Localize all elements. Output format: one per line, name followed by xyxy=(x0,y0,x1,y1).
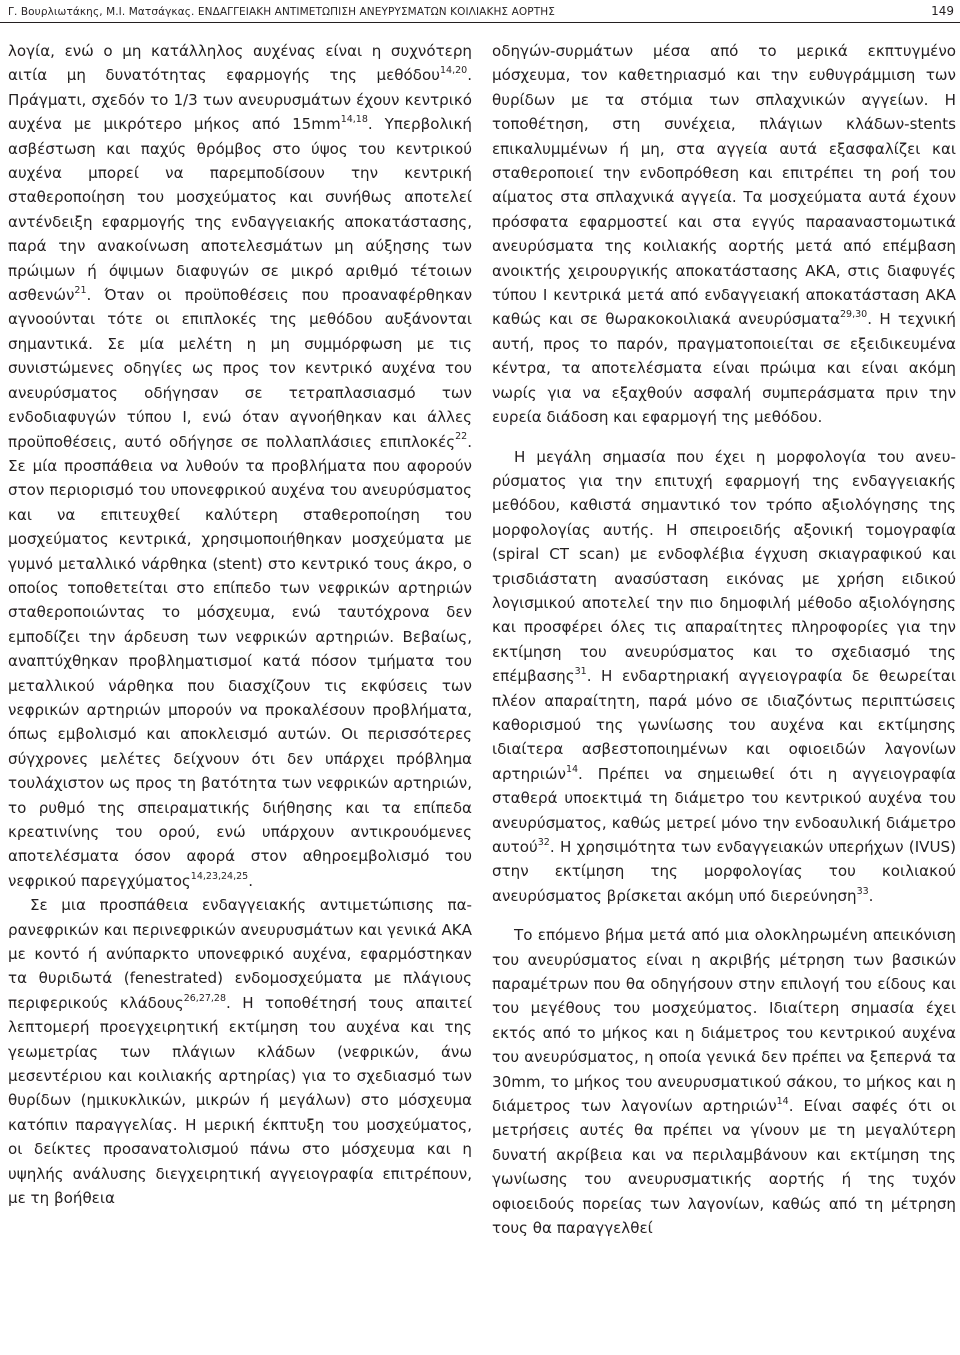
text-run: Η μεγάλη σημασία που έχει η μορφολογία του ανευρύσματος για την επιτυχή εφαρμογή της ενδαγγειακής μεθόδου, καθιστά σημαντικό τον τρόπο αξιολόγησης της μορφολογίας αυτής. Η σπειροειδής αξονική τομογραφία (spiral CT scan) με ενδοφλέβια έγχυση σκιαγραφικού και τρισδιάστατη ανασύσταση εικόνας με χρήση ειδικού λογισμικού αποτελεί την πιο δημοφιλή μέθοδο αξιολόγησης και προσφέρει όλες τις απαραίτητες πληροφορίες για την εκτίμηση του ανευρύσματος και το σχεδιασμό της επέμβασης xyxy=(492,447,956,686)
page-number: 149 xyxy=(931,4,954,18)
text-run: . Η τεχνική αυτή, προς το παρόν, πραγματοποιείται σε εξειδικευμένα κέντρα, τα αποτελέσματα είναι πρώιμα και είναι ακόμη νωρίς για να εξαχθούν ασφαλή συμπεράσματα πριν την ευρεία διάδοση και εφαρμογή της μεθόδου. xyxy=(492,310,956,427)
text-run: . Πρέπει να σημειωθεί ότι η αγγειογραφία σταθερά υποεκτιμά τη διάμετρο του κεντρικού αυχένα του ανευρύσματος, καθώς μετρεί μόνο την ενδοαυλική διάμετρο αυτού xyxy=(492,764,956,856)
text-run: . Η ενδαρτηριακή αγγειογραφία δε θεωρείται πλέον απαραίτητη, παρά μόνο σε ιδιαζόντως περιπτώσεις καθορισμού της γωνίωσης του αυχένα και εκτίμησης ιδιαίτερα ασβεστοποιημένων και οφιοειδών λαγονίων αρτηριών xyxy=(492,667,956,783)
reference-superscript: 33 xyxy=(856,885,869,897)
text-run: . Είναι σαφές ότι οι μετρήσεις αυτές θα πρέπει να γίνουν με τη μεγαλύτερη δυνατή ακρίβεια και να περιλαμβάνουν και εκτίμηση της γωνίωσης του ανευρυσματικής αορτής ή της τυχόν οφιοειδούς πορείας των λαγονίων, καθώς από τη μέτρηση τους θα παραγγελθεί xyxy=(492,1097,957,1238)
reference-superscript: 26,27,28 xyxy=(183,992,227,1004)
reference-superscript: 32 xyxy=(537,836,550,848)
paragraph xyxy=(492,923,956,1240)
running-header xyxy=(0,0,960,24)
left-column xyxy=(8,39,472,1211)
reference-superscript: 31 xyxy=(574,666,587,678)
paragraph xyxy=(492,445,956,909)
text-run: οδηγών-συρμάτων μέσα από το μερικά εκπτυγμένο μόσχευμα, τον καθετηριασμό και την ευθυγράμμιση των θυρίδων με τα στόμια των σπλαχνικών αγγείων. Η τοποθέτηση, στη συνέχεια, πλάγιων κλάδων-stents επικαλυμμένων ή μη, στα αγγεία αυτά εξασφαλίζει και σταθεροποιεί την ενδοπρόθεση και επιτρέπει τη ροή του αίματος στα σπλαχνικά αγγεία. Τα μοσχεύματα αυτά έχουν πρόσφατα εφαρμοστεί και στα εγγύς παρααναστομωτικά ανευρύσματα της κοιλιακής αορτής μετά από επέμβαση ανοικτής χειρουργικής αποκατάστασης ΑΚΑ, στις διαφυγές τύπου Ι κεντρικά μετά από ενδαγγειακή αποκατάσταση ΑΚΑ καθώς και σε θωρακοκοιλιακά ανευρύσματα xyxy=(492,42,956,329)
text-run: . Η χρησιμότητα των ενδαγγειακών υπερήχων (IVUS) στην εκτίμηση της μορφολογίας του κοιλιακού ανευρύσματος βρίσκεται ακόμη υπό διερεύνηση xyxy=(492,838,956,905)
running-head: Γ. Βουρλιωτάκης, Μ.Ι. Ματσάγκας. ΕΝΔΑΓΓΕΙΑΚΗ ΑΝΤΙΜΕΤΩΠΙΣΗ ΑΝΕΥΡΥΣΜΑΤΩΝ ΚΟΙΛΙΑΚΗΣ ΑΟΡΤΗΣ xyxy=(8,6,555,18)
text-run: Το επόμενο βήμα μετά από μια ολοκληρωμένη απεικόνιση του ανευρύσματος είναι η ακριβής μέτρηση των βασικών παραμέτρων που θα οδηγήσουν στην επιλογή του είδους και του μεγέθους του μοσχεύματος. Ιδιαίτερη σημασία έχει εκτός από το μήκος και η διάμετρος του κεντρικού αυχένα του ανευρύσματος, η οποία γενικά δεν πρέπει να ξεπερνά τα 30mm, το μήκος του ανευρυσματικού σάκου, το μήκος και η διάμετρος των λαγονίων αρτηριών xyxy=(492,926,956,1116)
text-run: . Υπερβολική ασβέστωση και παχύς θρόμβος στο ύψος του κεντρικού αυχένα μπορεί να παρεμποδίσουν την κεντρική σταθεροποίηση του μοσχεύματος και συνήθως αποτελεί αντένδειξη εφαρμογής της ενδαγγειακής αποκατάστασης, παρά την ανακοίνωση αποτελεσμάτων μη αύξησης των πρώιμων ή όψιμων διαφυγών σε μικρό αριθμό τέτοιων ασθενών xyxy=(8,115,472,305)
text-run: Σε μια προσπάθεια ενδαγγειακής αντιμετώπισης παρανεφρικών και περινεφρικών ανευρυσμάτων και γενικά ΑΚΑ με κοντό ή ανύπαρκτο υπονεφρικό αυχένα, εφαρμόστηκαν τα θυριδωτά (fenestrated) ενδομοσχεύματα με πλάγιους περιφερικούς κλάδους xyxy=(8,896,472,1012)
header-rule xyxy=(0,22,960,23)
text-run: . Πράγματι, σχεδόν το 1/3 των ανευρυσμάτων έχουν κεντρικό αυχένα με μικρότερο μήκος από 15mm xyxy=(8,66,472,134)
reference-superscript: 22 xyxy=(455,431,468,443)
reference-superscript: 21 xyxy=(74,285,87,297)
reference-superscript: 14 xyxy=(776,1096,789,1108)
text-run: . xyxy=(868,886,874,905)
reference-superscript: 29,30 xyxy=(839,309,868,321)
text-run: λογία, ενώ ο μη κατάλληλος αυχένας είναι η συχνότερη αιτία μη δυνατότητας εφαρμογής της μεθόδου xyxy=(8,42,472,85)
paragraph xyxy=(492,39,956,430)
reference-superscript: 14,20 xyxy=(439,65,468,77)
text-run: . Όταν οι προϋποθέσεις που προαναφέρθηκαν αγνοούνται τότε οι επιπλοκές της μεθόδου αυξάνονται σημαντικά. Σε μία μελέτη η μη συμμόρφωση με τις συνιστώμενες οδηγίες ως προς τον κεντρικό αυχένα του ανευρύσματος οδήγησαν σε τετραπλασιασμό των ενδοδιαφυγών τύπου Ι, ενώ όταν αγνοήθηκαν και άλλες προϋποθέσεις, αυτό οδήγησε σε πολλαπλάσιες επιπλοκές xyxy=(8,286,472,451)
reference-superscript: 14,18 xyxy=(340,114,368,126)
paragraph xyxy=(8,39,472,893)
paragraph xyxy=(8,893,472,1210)
text-run: . xyxy=(248,871,254,890)
text-run: . Σε μία προσπάθεια να λυθούν τα προβλήματα που αφορούν στον περιορισμό του υπονεφρικού αυχένα του ανευρύσματος και να επιτευχθεί καλύτερη σταθεροποίηση του μοσχεύματος κεντρικά, χρησιμοποιήθηκαν μοσχεύματα με γυμνό μεταλλικό νάρθηκα (stent) στο κεντρικό τους άκρο, ο οποίος τοποθετείται στο επίπεδο των νεφρικών αρτηριών σταθεροποιώντας το μόσχευμα, ενώ ταυτόχρονα δεν εμποδίζει την άρδευση των νεφρικών αρτηριών. Βεβαίως, αναπτύχθηκαν προβληματισμοί κατά πόσον τμήματα του μεταλλικού νάρθηκα που διασχίζουν τις εκφύσεις των νεφρικών αρτηριών μπορούν να προκαλέσουν προβλήματα, όπως εμβολισμό και αποκλεισμό αυτών. Οι περισσότερες σύγχρονες μελέτες δείχνουν ότι δεν υπάρχει πρόβλημα τουλάχιστον ως προς τη βατότητα των νεφρικών αρτηριών, το ρυθμό της σπειραματικής διήθησης και τα επίπεδα κρεατινίνης του ορού, ενώ υπάρχουν αντικρουόμενες αποτελέσματα όσον αφορά στον αθηροεμβολισμό του νεφρικού παρεγχύματος xyxy=(8,432,472,890)
reference-superscript: 14 xyxy=(565,763,579,775)
reference-superscript: 14,23,24,25 xyxy=(190,870,249,882)
text-run: . Η τοποθέτησή τους απαιτεί λεπτομερή προεγχειρητική εκτίμηση του αυχένα και της γεωμετρίας των πλάγιων κλάδων (νεφρικών, άνω μεσεντέριου και κοιλιακής αρτηρίας) για το σχεδιασμό των θυρίδων (ημικυκλικών, μικρών ή μεγάλων) στο μόσχευμα κατόπιν παραγγελίας. Η μερική έκπτυξη του μοσχεύματος, οι δείκτες προσανατολισμού πάνω στο μόσχευμα και η υψηλής ανάλυσης διεγχειρητική αγγειογραφία επιτρέπουν, με τη βοήθεια xyxy=(8,993,472,1208)
right-column xyxy=(492,39,956,1241)
